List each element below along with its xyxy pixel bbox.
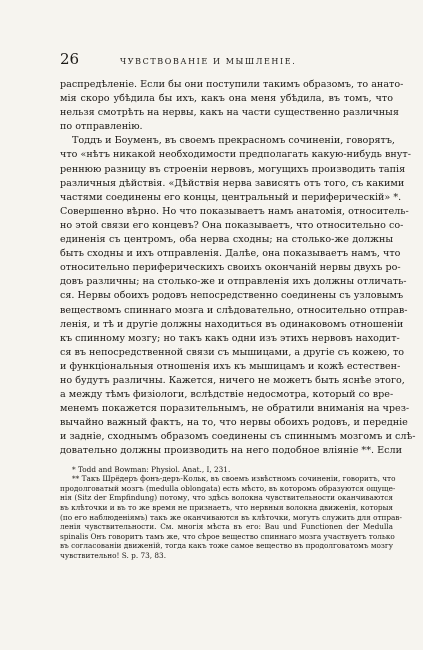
footnotes — [60, 464, 402, 561]
text-line: но будутъ различны. Кажется, ничего не можетъ быть яснѣе этого, — [60, 374, 405, 386]
footnote-line: въ клѣточки и въ то же время не признаетъ, что нервныя волокна движенія, которыя — [60, 502, 393, 512]
text-line: и задніе, сходнымъ образомъ соединены съ спиннымъ мозгомъ и слѣ- — [60, 431, 416, 443]
text-line: нельзя смотрѣть на нервы, какъ на части существенно различныя — [60, 107, 399, 119]
text-line: единенія съ центромъ, оба нерва сходны; на столько-же должны — [60, 234, 393, 246]
text-line: довательно должны производить на него подобное вліяніе **. Если — [60, 445, 402, 457]
text-line: относительно периферическихъ своихъ окончаній нервы двухъ ро- — [60, 262, 401, 274]
body-text — [60, 78, 416, 459]
text-line: распредѣленіе. Если бы они поступили такимъ образомъ, то анато- — [60, 79, 404, 90]
text-line: ся. Нервы обоихъ родовъ непосредственно соединены съ узловымъ — [60, 290, 404, 302]
text-line: ленія, и тѣ и другіе должны находиться въ одинаковомъ отношеніи — [60, 318, 404, 330]
text-line: частями соединены его концы, центральный и периферическій» *. — [60, 191, 402, 203]
text-line: а между тѣмъ физіологи, вслѣдствіе недосмотра, который со вре- — [60, 389, 394, 401]
running-title: ЧУВСТВОВАНІЕ И МЫШЛЕНІЕ. — [120, 57, 297, 66]
text-line: что «нѣтъ никакой необходимости предполагать какую-нибудь внут- — [60, 149, 411, 161]
text-line: ся въ непосредственной связи съ мышицами, а другіе съ кожею, то — [60, 346, 405, 358]
text-line: Совершенно вѣрно. Но что показываетъ намъ анатомія, относитель- — [60, 205, 409, 217]
text-line: Тоддъ и Боуменъ, въ своемъ прекрасномъ сочиненіи, говорятъ, — [72, 135, 395, 147]
text-line: но этой связи его концевъ? Она показываетъ, что относительно со- — [60, 219, 404, 231]
text-line: довъ различны; на столько-же и отправленія ихъ должны отличать- — [60, 276, 407, 288]
text-line: вычайно важный фактъ, на то, что нервы обоихъ родовъ, и передніе — [60, 417, 408, 429]
text-line: мія скоро убѣдила бы ихъ, какъ она меня убѣдила, въ томъ, что — [60, 93, 393, 105]
page-header — [60, 50, 393, 70]
text-line: веществомъ спиннаго мозга и слѣдовательно, относительно отправ- — [60, 304, 408, 316]
text-line: различныя дѣйствія. «Дѣйствія нерва зависятъ отъ того, съ какими — [60, 177, 405, 189]
text-line: менемъ покажется поразительнымъ, не обратили вниманія на чрез- — [60, 403, 410, 415]
text-line: къ спинному мозгу; но такъ какъ одни изъ этихъ нервовъ находит- — [60, 332, 400, 344]
text-line: быть сходны и ихъ отправленія. Далѣе, она показываетъ намъ, что — [60, 248, 401, 260]
footnote-line: (по его наблюденіямъ) такъ же оканчиваются въ клѣточки, могутъ служить для отправ- — [60, 512, 402, 522]
footnote-line: * Todd and Bowman: Physiol. Anat., I, 231. — [72, 464, 231, 474]
footnote-line: spinalis Онъ говоритъ тамъ же, что сѣрое вещество спиннаго мозга участвуетъ только — [60, 531, 395, 541]
footnote-line: продолговатый мозгъ (medulla oblongata) есть мѣсто, въ которомъ образуются ощуще- — [60, 483, 396, 493]
footnote-line: ** Такъ Шрёдеръ фонъ-деръ-Кольк, въ своемъ извѣстномъ сочиненіи, говоритъ, что — [72, 474, 396, 484]
footnote-line: въ согласованіи движеній, тогда какъ тоже самое вещество въ продолговатомъ мозгу — [60, 541, 393, 551]
text-line: и функціональныя отношенія ихъ къ мышицамъ и кожѣ естествен- — [60, 360, 401, 372]
page-number: 26 — [60, 50, 80, 68]
footnote-line: нія (Sitz der Empfindung) потому, что здѣсь волокна чувствительности оканчиваются — [60, 493, 393, 503]
text-line: по отправленію. — [60, 121, 143, 133]
footnote-line: чувствительно! S. p. 73, 83. — [60, 550, 167, 560]
footnote-line: ленія чувствительности. См. многія мѣста въ его: Bau und Functionen der Medulla — [60, 522, 393, 532]
text-line: реннюю разницу въ строеніи нервовъ, могущихъ производить тапія — [60, 163, 406, 175]
